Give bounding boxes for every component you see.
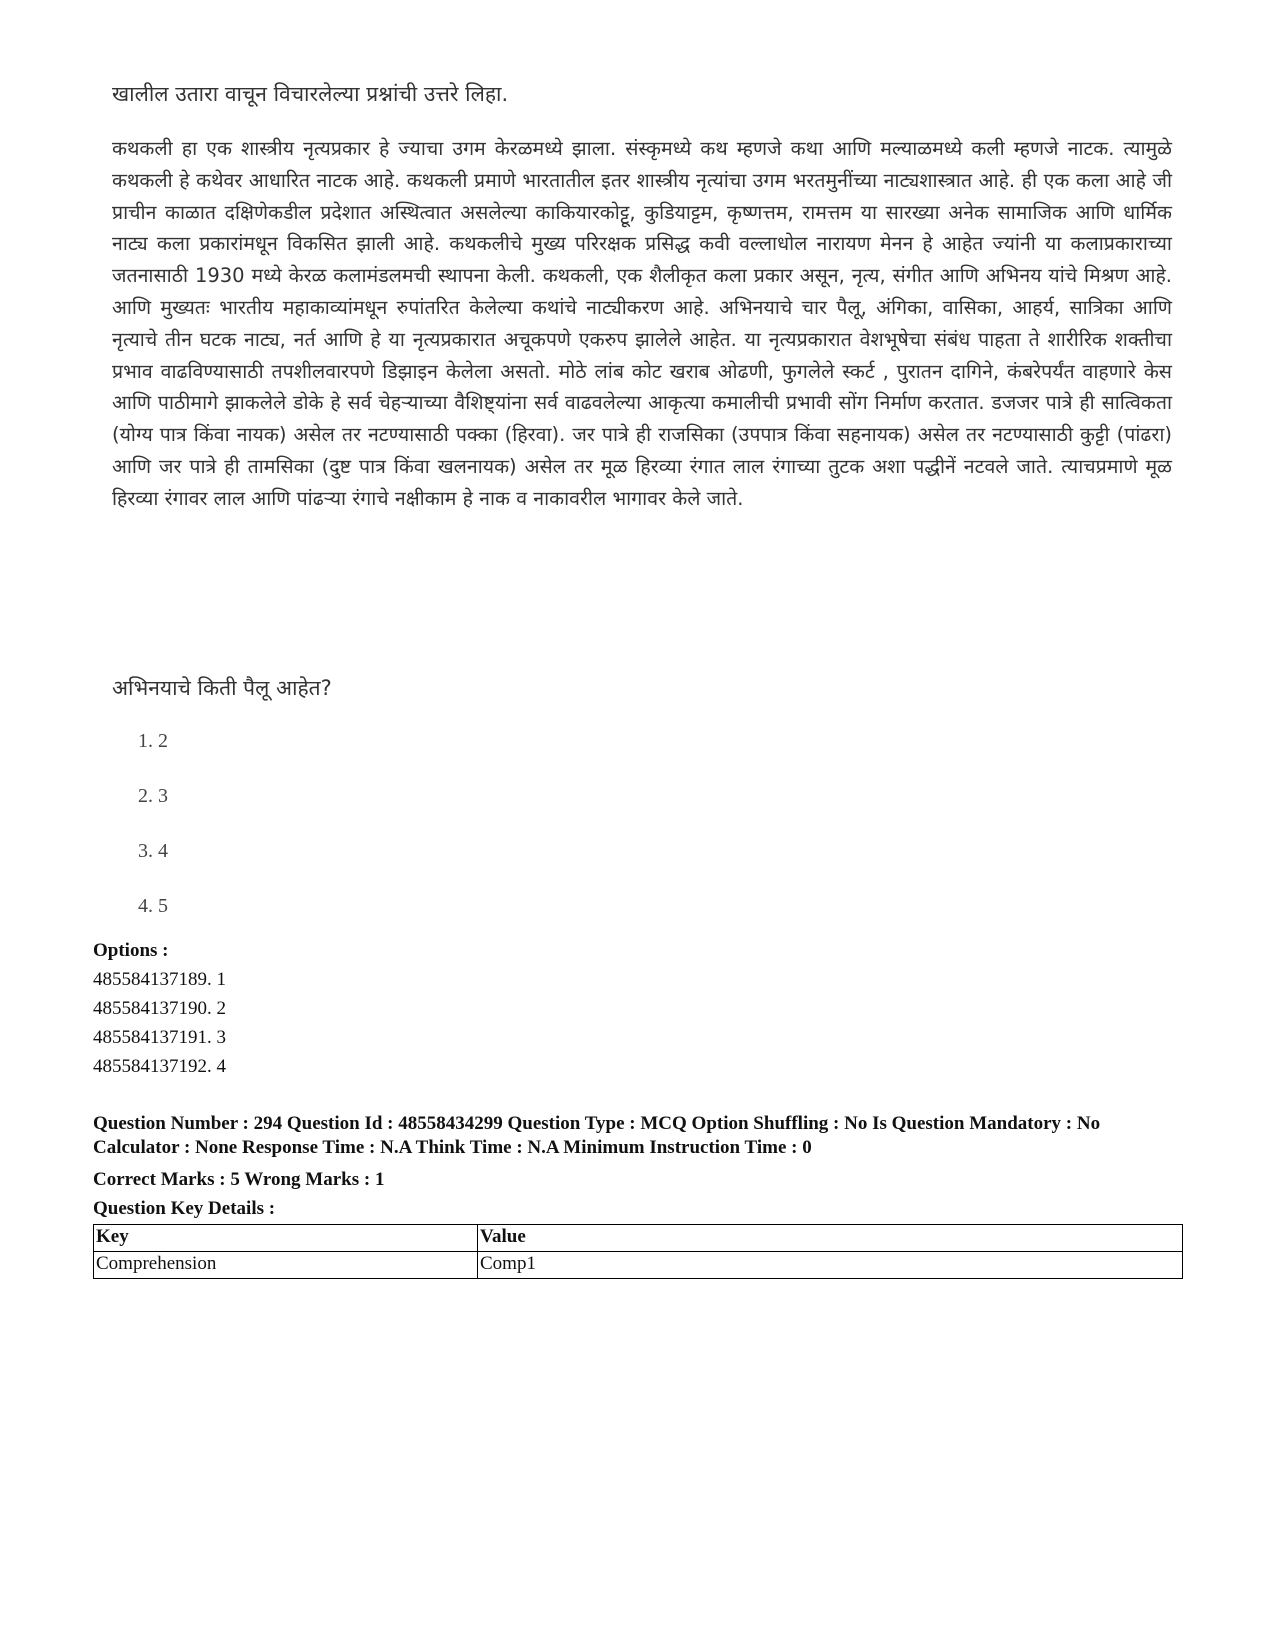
table-header-row xyxy=(94,1225,1183,1252)
choice-item: 4. 5 xyxy=(138,895,168,917)
key-cell: Comprehension xyxy=(94,1252,478,1279)
choice-item: 3. 4 xyxy=(138,840,168,862)
key-column-header: Key xyxy=(94,1225,478,1252)
option-id-line: 485584137192. 4 xyxy=(93,1056,226,1077)
key-details-table xyxy=(93,1224,1183,1279)
option-id-line: 485584137189. 1 xyxy=(93,969,226,990)
value-cell: Comp1 xyxy=(478,1252,1183,1279)
marks-line: Correct Marks : 5 Wrong Marks : 1 xyxy=(93,1169,385,1190)
comprehension-passage: कथकली हा एक शास्त्रीय नृत्यप्रकार हे ज्याचा उगम केरळमध्ये झाला. संस्कृमध्ये कथ म्हणजे कथा आणि मल्याळमध्ये कली म्हणजे नाटक. त्यामुळे कथकली हे कथेवर आधारित नाटक आहे. कथकली प्रमाणे भारतातील इतर शास्त्रीय नृत्यांचा उगम भरतमुनींच्या नाट्यशास्त्रात आहे. ही एक कला आहे जी प्राचीन काळात दक्षिणेकडील प्रदेशात अस्थित्वात असलेल्या काकियारकोट्टू, कुडियाट्टम, कृष्णत्तम, रामत्तम या सारख्या अनेक सामाजिक आणि धार्मिक नाट्य कला प्रकारांमधून विकसित झाली आहे. कथकलीचे मुख्य परिरक्षक प्रसिद्ध कवी वल्लाधोल नारायण मेनन हे आहेत ज्यांनी या कलाप्रकाराच्या जतनासाठी 1930 मध्ये केरळ कलामंडलमची स्थापना केली. कथकली, एक शैलीकृत कला प्रकार असून, नृत्य, संगीत आणि अभिनय यांचे मिश्रण आहे. आणि मुख्यतः भारतीय महाकाव्यांमधून रुपांतरित केलेल्या कथांचे नाट्यीकरण आहे. अभिनयाचे चार पैलू, अंगिका, वासिका, आहर्य, सात्रिका आणि नृत्याचे तीन घटक नाट्य, नर्त आणि हे या नृत्यप्रकारात अचूकपणे एकरुप झालेले आहेत. या नृत्यप्रकारात वेशभूषेचा संबंध पाहता ते शारीरिक शक्तीचा प्रभाव वाढविण्यासाठी तपशीलवारपणे डिझाइन केलेला असतो. मोठे लांब कोट खराब ओढणी, फुगलेले स्कर्ट , पुरातन दागिने, कंबरेपर्यंत वाहणारे केस आणि पाठीमागे झाकलेले डोके हे सर्व चेहऱ्याच्या वैशिष्ट्यांना सर्व वाढवलेल्या आकृत्या कमालीची प्रभावी सोंग निर्माण करतात. डजजर पात्रे ही सात्विकता (योग्य पात्र किंवा नायक) असेल तर नटण्यासाठी पक्का (हिरवा). जर पात्रे ही राजसिका (उपपात्र किंवा सहनायक) असेल तर नटण्यासाठी कुट्टी (पांढरा) आणि जर पात्रे ही तामसिका (दुष्ट पात्र किंवा खलनायक) असेल तर मूळ हिरव्या रंगात लाल रंगाच्या तुटक अशा पद्धीनें नटवले जाते. त्याचप्रमाणे मूळ हिरव्या रंगावर लाल आणि पांढऱ्या रंगाचे नक्षीकाम हे नाक व नाकावरील भागावर केले जाते. xyxy=(112,137,1172,510)
key-details-heading: Question Key Details : xyxy=(93,1198,276,1219)
option-id-line: 485584137191. 3 xyxy=(93,1027,226,1048)
value-column-header: Value xyxy=(478,1225,1183,1252)
question-text: अभिनयाचे किती पैलू आहेत? xyxy=(112,676,332,700)
table-row xyxy=(94,1252,1183,1279)
options-heading: Options : xyxy=(93,940,169,961)
options-block xyxy=(93,936,226,1081)
choice-item: 1. 2 xyxy=(138,730,168,752)
option-id-line: 485584137190. 2 xyxy=(93,998,226,1019)
answer-choices xyxy=(138,726,168,946)
choice-item: 2. 3 xyxy=(138,785,168,807)
question-meta: Question Number : 294 Question Id : 48558434299 Question Type : MCQ Option Shuffling : No Is Question Mandatory : No Calculator : None Response Time : N.A Think Time : N.A Minimum Instruction Time : 0 xyxy=(93,1113,1101,1158)
passage-instruction: खालील उतारा वाचून विचारलेल्या प्रश्नांची उत्तरे लिहा. xyxy=(112,82,509,106)
